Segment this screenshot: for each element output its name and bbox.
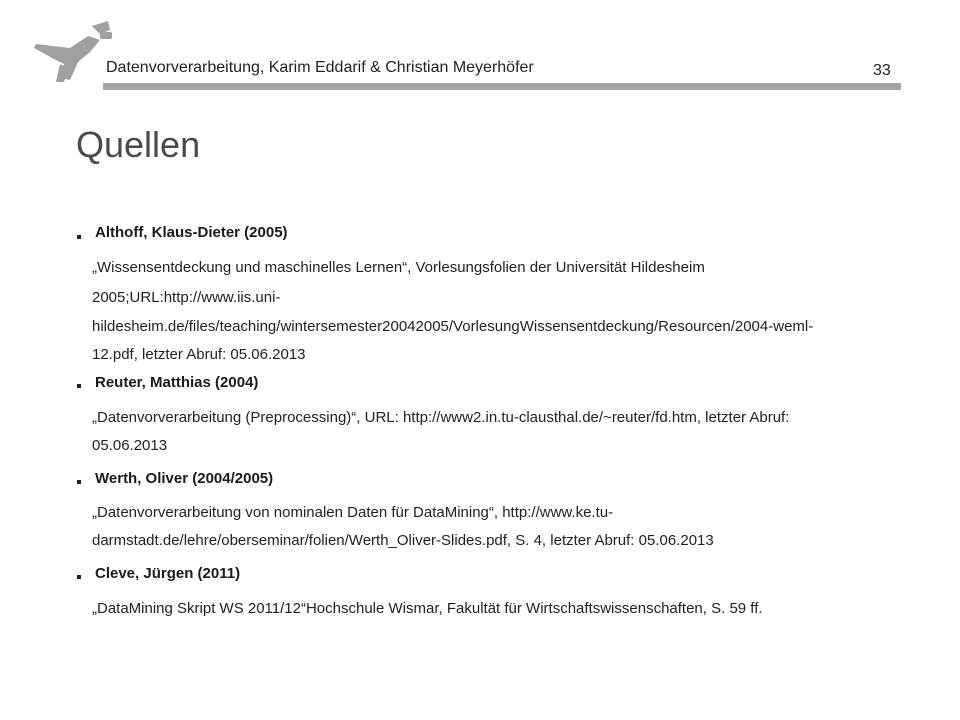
reference-line: 2005;URL:http://www.iis.uni-	[92, 289, 281, 306]
bullet-icon	[77, 235, 81, 239]
reference-line: 12.pdf, letzter Abruf: 05.06.2013	[92, 346, 306, 363]
reference-author: Reuter, Matthias (2004)	[95, 374, 259, 391]
reference-author: Cleve, Jürgen (2011)	[95, 565, 241, 582]
reference-line: darmstadt.de/lehre/oberseminar/folien/Werth_Oliver-Slides.pdf, S. 4, letzter Abruf: 05.06.2013	[92, 532, 714, 549]
reference-author: Althoff, Klaus-Dieter (2005)	[95, 224, 288, 241]
reference-line: hildesheim.de/files/teaching/wintersemester20042005/VorlesungWissensentdeckung/Resourcen/2004-weml-	[92, 318, 814, 335]
reference-author: Werth, Oliver (2004/2005)	[95, 470, 274, 487]
bullet-icon	[77, 480, 81, 484]
reference-line: „DataMining Skript WS 2011/12“Hochschule Wismar, Fakultät für Wirtschaftswissenschaften, S. 59 ff.	[92, 600, 763, 617]
reference-line: 05.06.2013	[92, 437, 168, 454]
reference-line: „Datenvorverarbeitung (Preprocessing)“, URL: http://www2.in.tu-clausthal.de/~reuter/fd.htm, letzter Abruf:	[92, 409, 790, 426]
reference-line: „Wissensentdeckung und maschinelles Lernen“, Vorlesungsfolien der Universität Hildesheim	[92, 259, 705, 276]
bullet-icon	[77, 384, 81, 388]
bullet-icon	[77, 575, 81, 579]
page-title: Quellen	[76, 124, 201, 165]
header-text: Datenvorverarbeitung, Karim Eddarif & Christian Meyerhöfer	[106, 59, 534, 76]
reference-line: „Datenvorverarbeitung von nominalen Daten für DataMining“, http://www.ke.tu-	[92, 504, 614, 521]
page-number: 33	[873, 62, 891, 79]
